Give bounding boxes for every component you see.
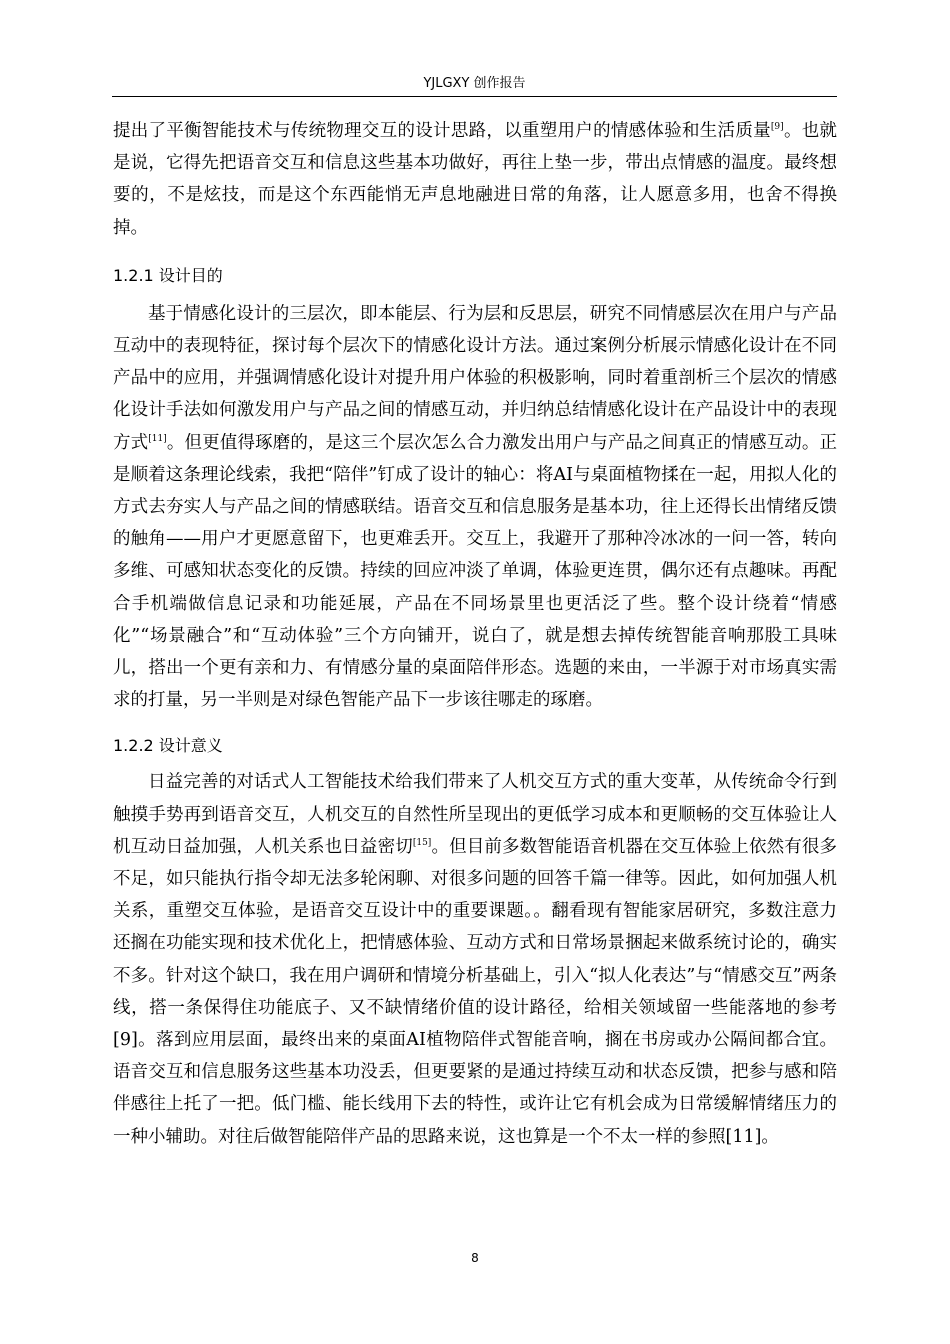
citation-ref: [9] <box>770 122 784 132</box>
section-heading-design-significance: 1.2.2 设计意义 <box>113 736 223 756</box>
section-heading-design-purpose: 1.2.1 设计目的 <box>113 265 223 285</box>
header-divider <box>112 96 837 97</box>
intro-text-part-1: 提出了平衡智能技术与传统物理交互的设计思路，以重塑用户的情感体验和生活质量 <box>113 121 771 141</box>
page-header: YJLGXY 创作报告 <box>423 76 526 91</box>
citation-ref: [11] <box>148 433 167 444</box>
page-body <box>113 115 837 1153</box>
design-significance-paragraph <box>113 766 837 1152</box>
page-number: 8 <box>471 1251 479 1265</box>
design-purpose-text-part-1: 基于情感化设计的三层次，即本能层、行为层和反思层，研究不同情感层次在用户与产品互动中的表现特征，探讨每个层次下的情感化设计方法。通过案例分析展示情感化设计在不同产品中的应用，并强调情感化设计对提升用户体验的积极影响，同时着重剖析三个层次的情感化设计手法如何激发用户与产品之间的情感互动，并归纳总结情感化设计在产品设计中的表现方式 <box>113 303 837 453</box>
design-purpose-paragraph <box>113 298 837 717</box>
design-significance-text-part-2: 。但目前多数智能语音机器在交互体验上依然有很多不足，如只能执行指令却无法多轮闲聊、对很多问题的回答千篇一律等。因此，如何加强人机关系，重塑交互体验，是语音交互设计中的重要课题。。翻看现有智能家居研究，多数注意力还搁在功能实现和技术优化上，把情感体验、互动方式和日常场景捆起来做系统讨论的，确实不多。针对这个缺口，我在用户调研和情境分析基础上，引入“拟人化表达”与“情感交互”两条线，搭一条保得住功能底子、又不缺情绪价值的设计路径，给相关领域留一些能落地的参考[9]。落到应用层面，最终出来的桌面AI植物陪伴式智能音响，搁在书房或办公隔间都合宜。语音交互和信息服务这些基本功没丢，但更要紧的是通过持续互动和状态反馈，把参与感和陪伴感往上托了一把。低门槛、能长线用下去的特性，或许让它有机会成为日常缓解情绪压力的一种小辅助。对往后做智能陪伴产品的思路来说，这也算是一个不太一样的参照[11]。 <box>113 836 837 1147</box>
citation-ref: [15] <box>412 837 432 848</box>
intro-paragraph <box>113 115 837 244</box>
design-purpose-text-part-2: 。但更值得琢磨的，是这三个层次怎么合力激发出用户与产品之间真正的情感互动。正是顺着这条理论线索，我把“陪伴”钉成了设计的轴心：将AI与桌面植物揉在一起，用拟人化的方式去夯实人与产品之间的情感联结。语音交互和信息服务是基本功，往上还得长出情绪反馈的触角——用户才更愿意留下，也更难丢开。交互上，我避开了那种冷冰冰的一问一答，转向多维、可感知状态变化的反馈。持续的回应冲淡了单调，体验更连贯，偶尔还有点趣味。再配合手机端做信息记录和功能延展，产品在不同场景里也更活泛了些。整个设计绕着“情感化”“场景融合”和“互动体验”三个方向铺开，说白了，就是想去掉传统智能音响那股工具味儿，搭出一个更有亲和力、有情感分量的桌面陪伴形态。选题的来由，一半源于对市场真实需求的打量，另一半则是对绿色智能产品下一步该往哪走的琢磨。 <box>113 432 838 711</box>
design-significance-text-part-1: 日益完善的对话式人工智能技术给我们带来了人机交互方式的重大变革，从传统命令行到触摸手势再到语音交互，人机交互的自然性所呈现出的更低学习成本和更顺畅的交互体验让人机互动日益加强，人机关系也日益密切 <box>113 772 837 857</box>
intro-text-part-2: 。也就是说，它得先把语音交互和信息这些基本功做好，再往上垫一步，带出点情感的温度。最终想要的，不是炫技，而是这个东西能悄无声息地融进日常的角落，让人愿意多用，也舍不得换掉。 <box>113 121 837 238</box>
